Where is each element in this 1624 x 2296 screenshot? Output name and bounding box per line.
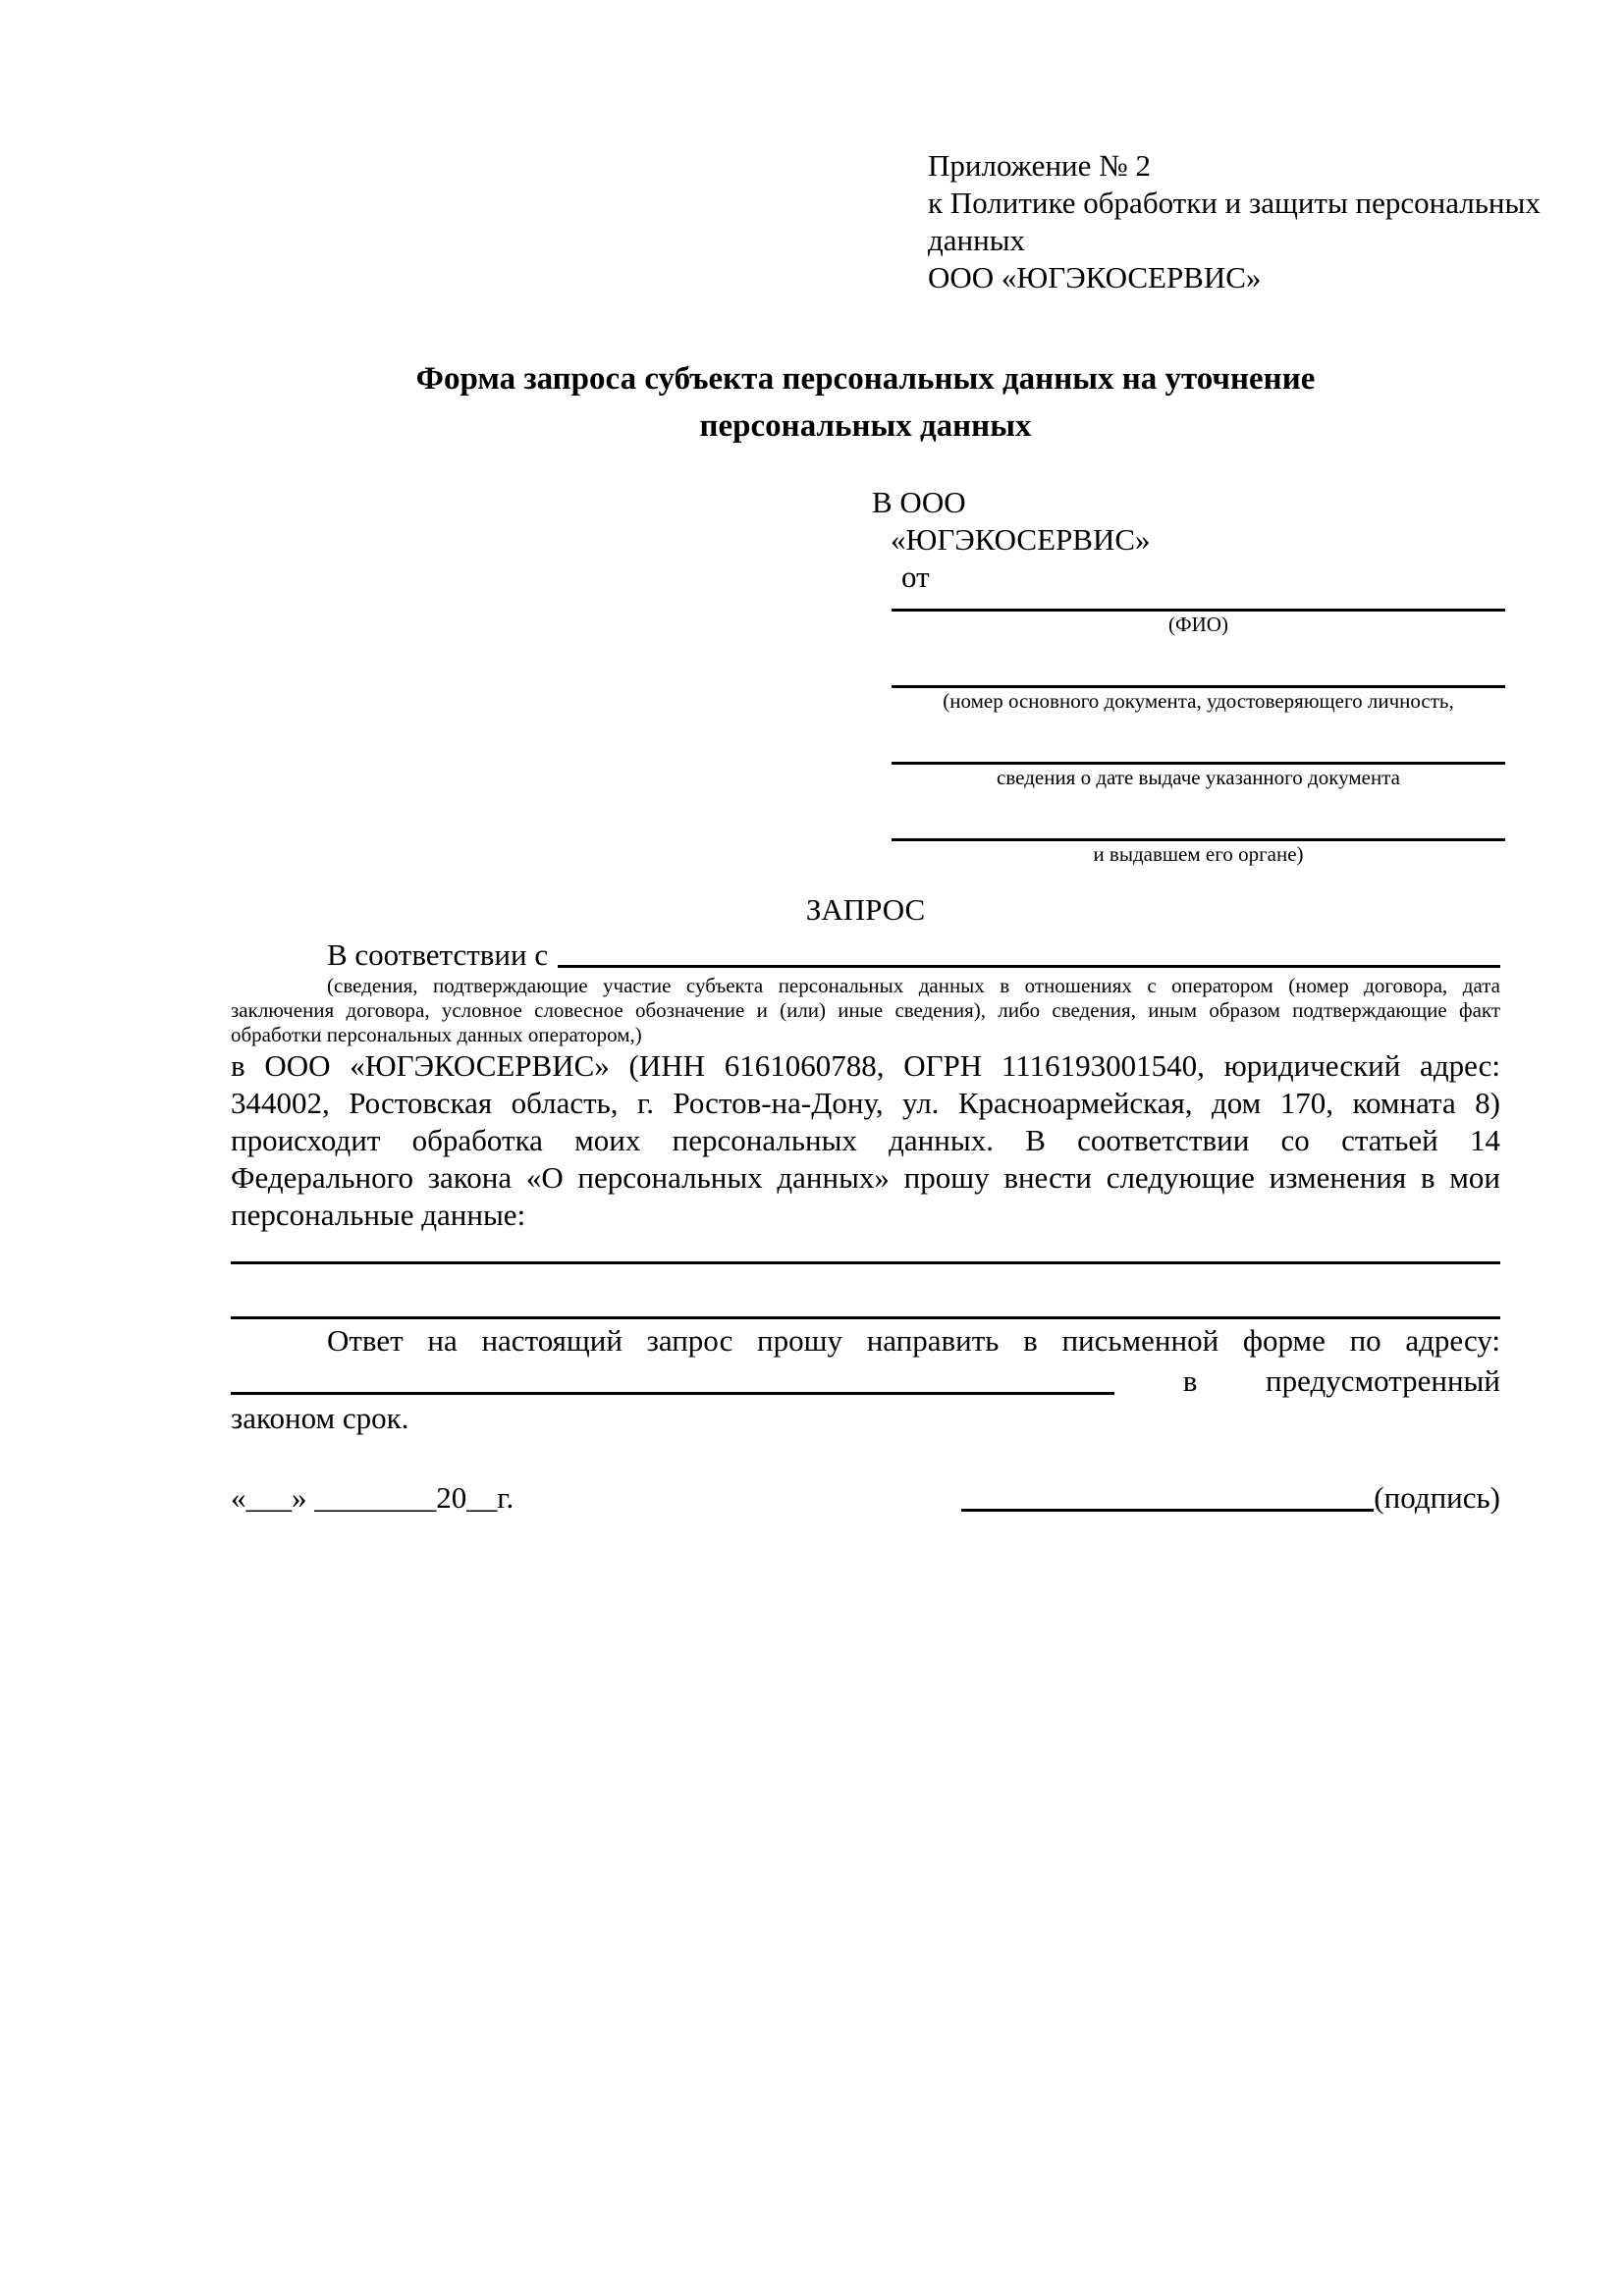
- request-heading: ЗАПРОС: [805, 892, 926, 927]
- issuing-authority-field: [892, 790, 1505, 867]
- signature-caption: (подпись): [1374, 1480, 1500, 1515]
- body-line: происходит обработка моих персональных данных. В соответствии со статьей 14: [231, 1123, 1500, 1157]
- signature-field: [961, 1476, 1500, 1517]
- footnote-line: заключения договора, условное словесное обозначение и (или) иные сведения), либо сведения, иным образом подтверждающие факт: [231, 998, 1500, 1022]
- accordance-row: [231, 936, 1500, 974]
- body-line: персональные данные:: [231, 1198, 526, 1232]
- footnote-line: обработки персональных данных оператором,): [231, 1023, 642, 1046]
- reply-paragraph: [231, 1322, 1500, 1437]
- fio-field: [892, 596, 1505, 637]
- addressee-fields: [892, 596, 1505, 867]
- document-number-field-caption: (номер основного документа, удостоверяющего личность,: [943, 689, 1454, 713]
- document-number-blank-line: [892, 637, 1505, 688]
- accordance-blank-line: [558, 936, 1500, 968]
- reply-line-3: законом срок.: [231, 1401, 409, 1435]
- issuing-authority-field-caption: и выдавшем его органе): [1093, 842, 1304, 866]
- appendix-note: [928, 147, 1541, 296]
- document-title-line: персональных данных: [699, 408, 1032, 444]
- footnote-line: (сведения, подтверждающие участие субъекта персональных данных в отношениях с оператором (номер договора, дата: [327, 974, 1500, 997]
- body-paragraph: [231, 1047, 1500, 1234]
- issue-date-blank-line: [892, 714, 1505, 765]
- reply-word-due: предусмотренный: [1266, 1363, 1500, 1398]
- issuing-authority-blank-line: [892, 790, 1505, 841]
- document-title: [231, 355, 1500, 450]
- fio-blank-line: [892, 596, 1505, 612]
- body-line: в ООО «ЮГЭКОСЕРВИС» (ИНН 6161060788, ОГРН 1116193001540, юридический адрес:: [231, 1048, 1500, 1083]
- addressee-from-label: от: [901, 560, 930, 594]
- addressee-block: [872, 484, 1500, 596]
- reply-word-in: в: [1182, 1363, 1198, 1398]
- body-line: Федерального закона «О персональных данных» прошу внести следующие изменения в мои: [231, 1160, 1500, 1195]
- signature-blank-line: [961, 1476, 1374, 1512]
- addressee-to-line2: «ЮГЭКОСЕРВИС»: [891, 522, 1151, 557]
- addressee-to-line1: В ООО: [872, 485, 966, 519]
- document-title-line: Форма запроса субъекта персональных данных на уточнение: [415, 361, 1316, 397]
- issue-date-field: [892, 714, 1505, 790]
- issue-date-field-caption: сведения о дате выдаче указанного документа: [997, 766, 1400, 789]
- appendix-line: к Политике обработки и защиты персональных: [928, 186, 1541, 220]
- document-number-field: [892, 637, 1505, 714]
- appendix-line: данных: [928, 223, 1026, 257]
- reply-line-1: Ответ на настоящий запрос прошу направить в письменной форме по адресу:: [327, 1323, 1500, 1358]
- appendix-line: ООО «ЮГЭКОСЕРВИС»: [928, 260, 1262, 294]
- changes-blank-line-1: [231, 1234, 1500, 1264]
- reply-address-blank-line: [231, 1360, 1114, 1395]
- body-line: 344002, Ростовская область, г. Ростов-на-Дону, ул. Красноармейская, дом 170, комната 8): [231, 1086, 1500, 1120]
- date-blank: «___» ________20__г.: [231, 1480, 514, 1515]
- footnote-block: [231, 974, 1500, 1047]
- changes-blank-line-2: [231, 1264, 1500, 1319]
- reply-line-2: [231, 1360, 1500, 1400]
- signature-row: [231, 1476, 1500, 1517]
- accordance-prefix: В соответствии с: [327, 937, 549, 972]
- fio-field-caption: (ФИО): [1168, 613, 1228, 636]
- appendix-line: Приложение № 2: [928, 148, 1151, 183]
